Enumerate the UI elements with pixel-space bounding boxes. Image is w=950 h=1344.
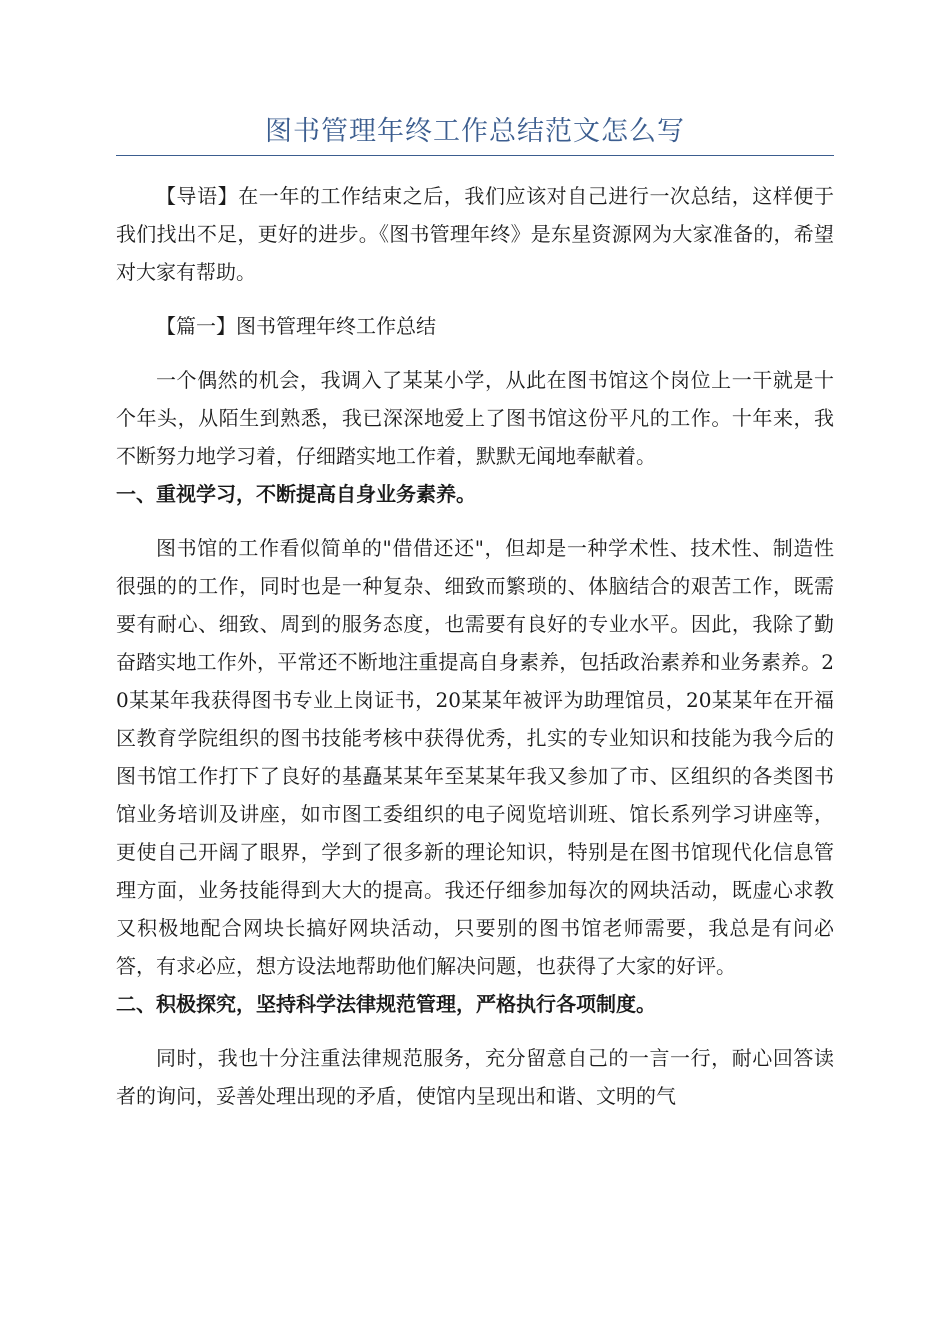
section-heading-2: 二、积极探究，坚持科学法律规范管理，严格执行各项制度。 [116, 992, 656, 1016]
section-heading-1: 一、重视学习，不断提高自身业务素养。 [116, 482, 476, 506]
document-page [116, 112, 834, 1115]
document-title: 图书管理年终工作总结范文怎么写 [116, 112, 834, 156]
part-one-title: 【篇一】图书管理年终工作总结 [156, 314, 436, 338]
intro-paragraph: 【导语】在一年的工作结束之后，我们应该对自己进行一次总结，这样便于我们找出不足，更好的进步。《图书管理年终》是东星资源网为大家准备的，希望对大家有帮助。 [116, 184, 834, 284]
body-paragraph-2: 图书馆的工作看似简单的"借借还还"，但却是一种学术性、技术性、制造性很强的的工作，同时也是一种复杂、细致而繁琐的、体脑结合的艰苦工作，既需要有耐心、细致、周到的服务态度，也需要有良好的专业水平。因此，我除了勤奋踏实地工作外，平常还不断地注重提高自身素养，包括政治素养和业务素养。20某某年我获得图书专业上岗证书，20某某年被评为助理馆员，20某某年在开福区教育学院组织的图书技能考核中获得优秀，扎实的专业知识和技能为我今后的图书馆工作打下了良好的基矗某某年至某某年我又参加了市、区组织的各类图书馆业务培训及讲座，如市图工委组织的电子阅览培训班、馆长系列学习讲座等，更使自己开阔了眼界，学到了很多新的理论知识，特别是在图书馆现代化信息管理方面，业务技能得到大大的提高。我还仔细参加每次的网块活动，既虚心求教又积极地配合网块长搞好网块活动，只要别的图书馆老师需要，我总是有问必答，有求必应，想方设法地帮助他们解决问题，也获得了大家的好评。 [116, 536, 834, 978]
body-paragraph-1: 一个偶然的机会，我调入了某某小学，从此在图书馆这个岗位上一干就是十个年头，从陌生到熟悉，我已深深地爱上了图书馆这份平凡的工作。十年来，我不断努力地学习着，仔细踏实地工作着，默默无闻地奉献着。 [116, 368, 834, 468]
body-paragraph-3: 同时，我也十分注重法律规范服务，充分留意自己的一言一行，耐心回答读者的询问，妥善处理出现的矛盾，使馆内呈现出和谐、文明的气 [116, 1046, 834, 1108]
